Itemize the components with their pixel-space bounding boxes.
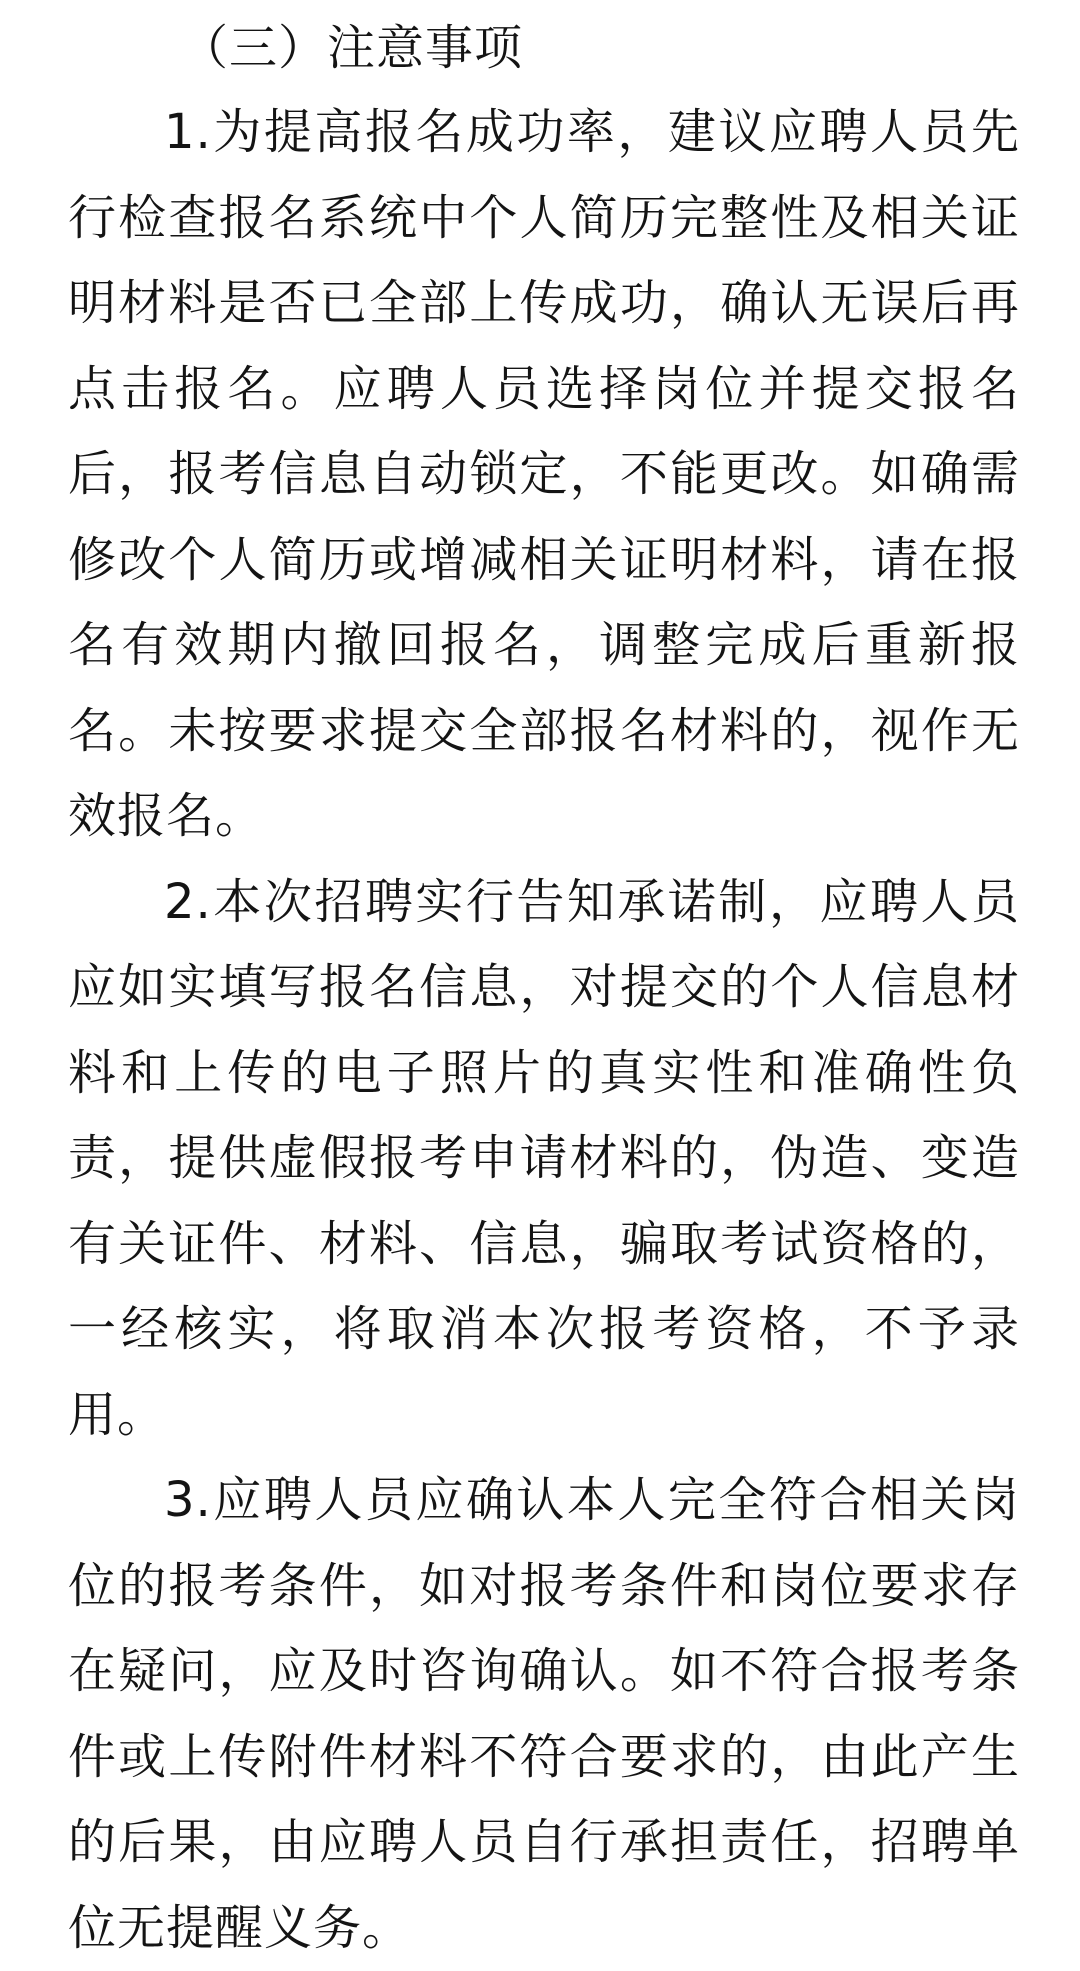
paragraph-2: 2.本次招聘实行告知承诺制，应聘人员应如实填写报名信息，对提交的个人信息材料和上传的电子照片的真实性和准确性负责，提供虚假报考申请材料的，伪造、变造有关证件、材料、信息，骗取考试资格的，一经核实，将取消本次报考资格，不予录用。 bbox=[68, 873, 1020, 1443]
paragraph-3: 3.应聘人员应确认本人完全符合相关岗位的报考条件，如对报考条件和岗位要求存在疑问，应及时咨询确认。如不符合报考条件或上传附件材料不符合要求的，由此产生的后果，由应聘人员自行承担责任，招聘单位无提醒义务。 bbox=[68, 1472, 1020, 1956]
paragraph-1: 1.为提高报名成功率，建议应聘人员先行检查报名系统中个人简历完整性及相关证明材料是否已全部上传成功，确认无误后再点击报名。应聘人员选择岗位并提交报名后，报考信息自动锁定，不能更改。如确需修改个人简历或增减相关证明材料，请在报名有效期内撤回报名，调整完成后重新报名。未按要求提交全部报名材料的，视作无效报名。 bbox=[68, 104, 1020, 844]
section-heading: （三）注意事项 bbox=[180, 20, 524, 76]
